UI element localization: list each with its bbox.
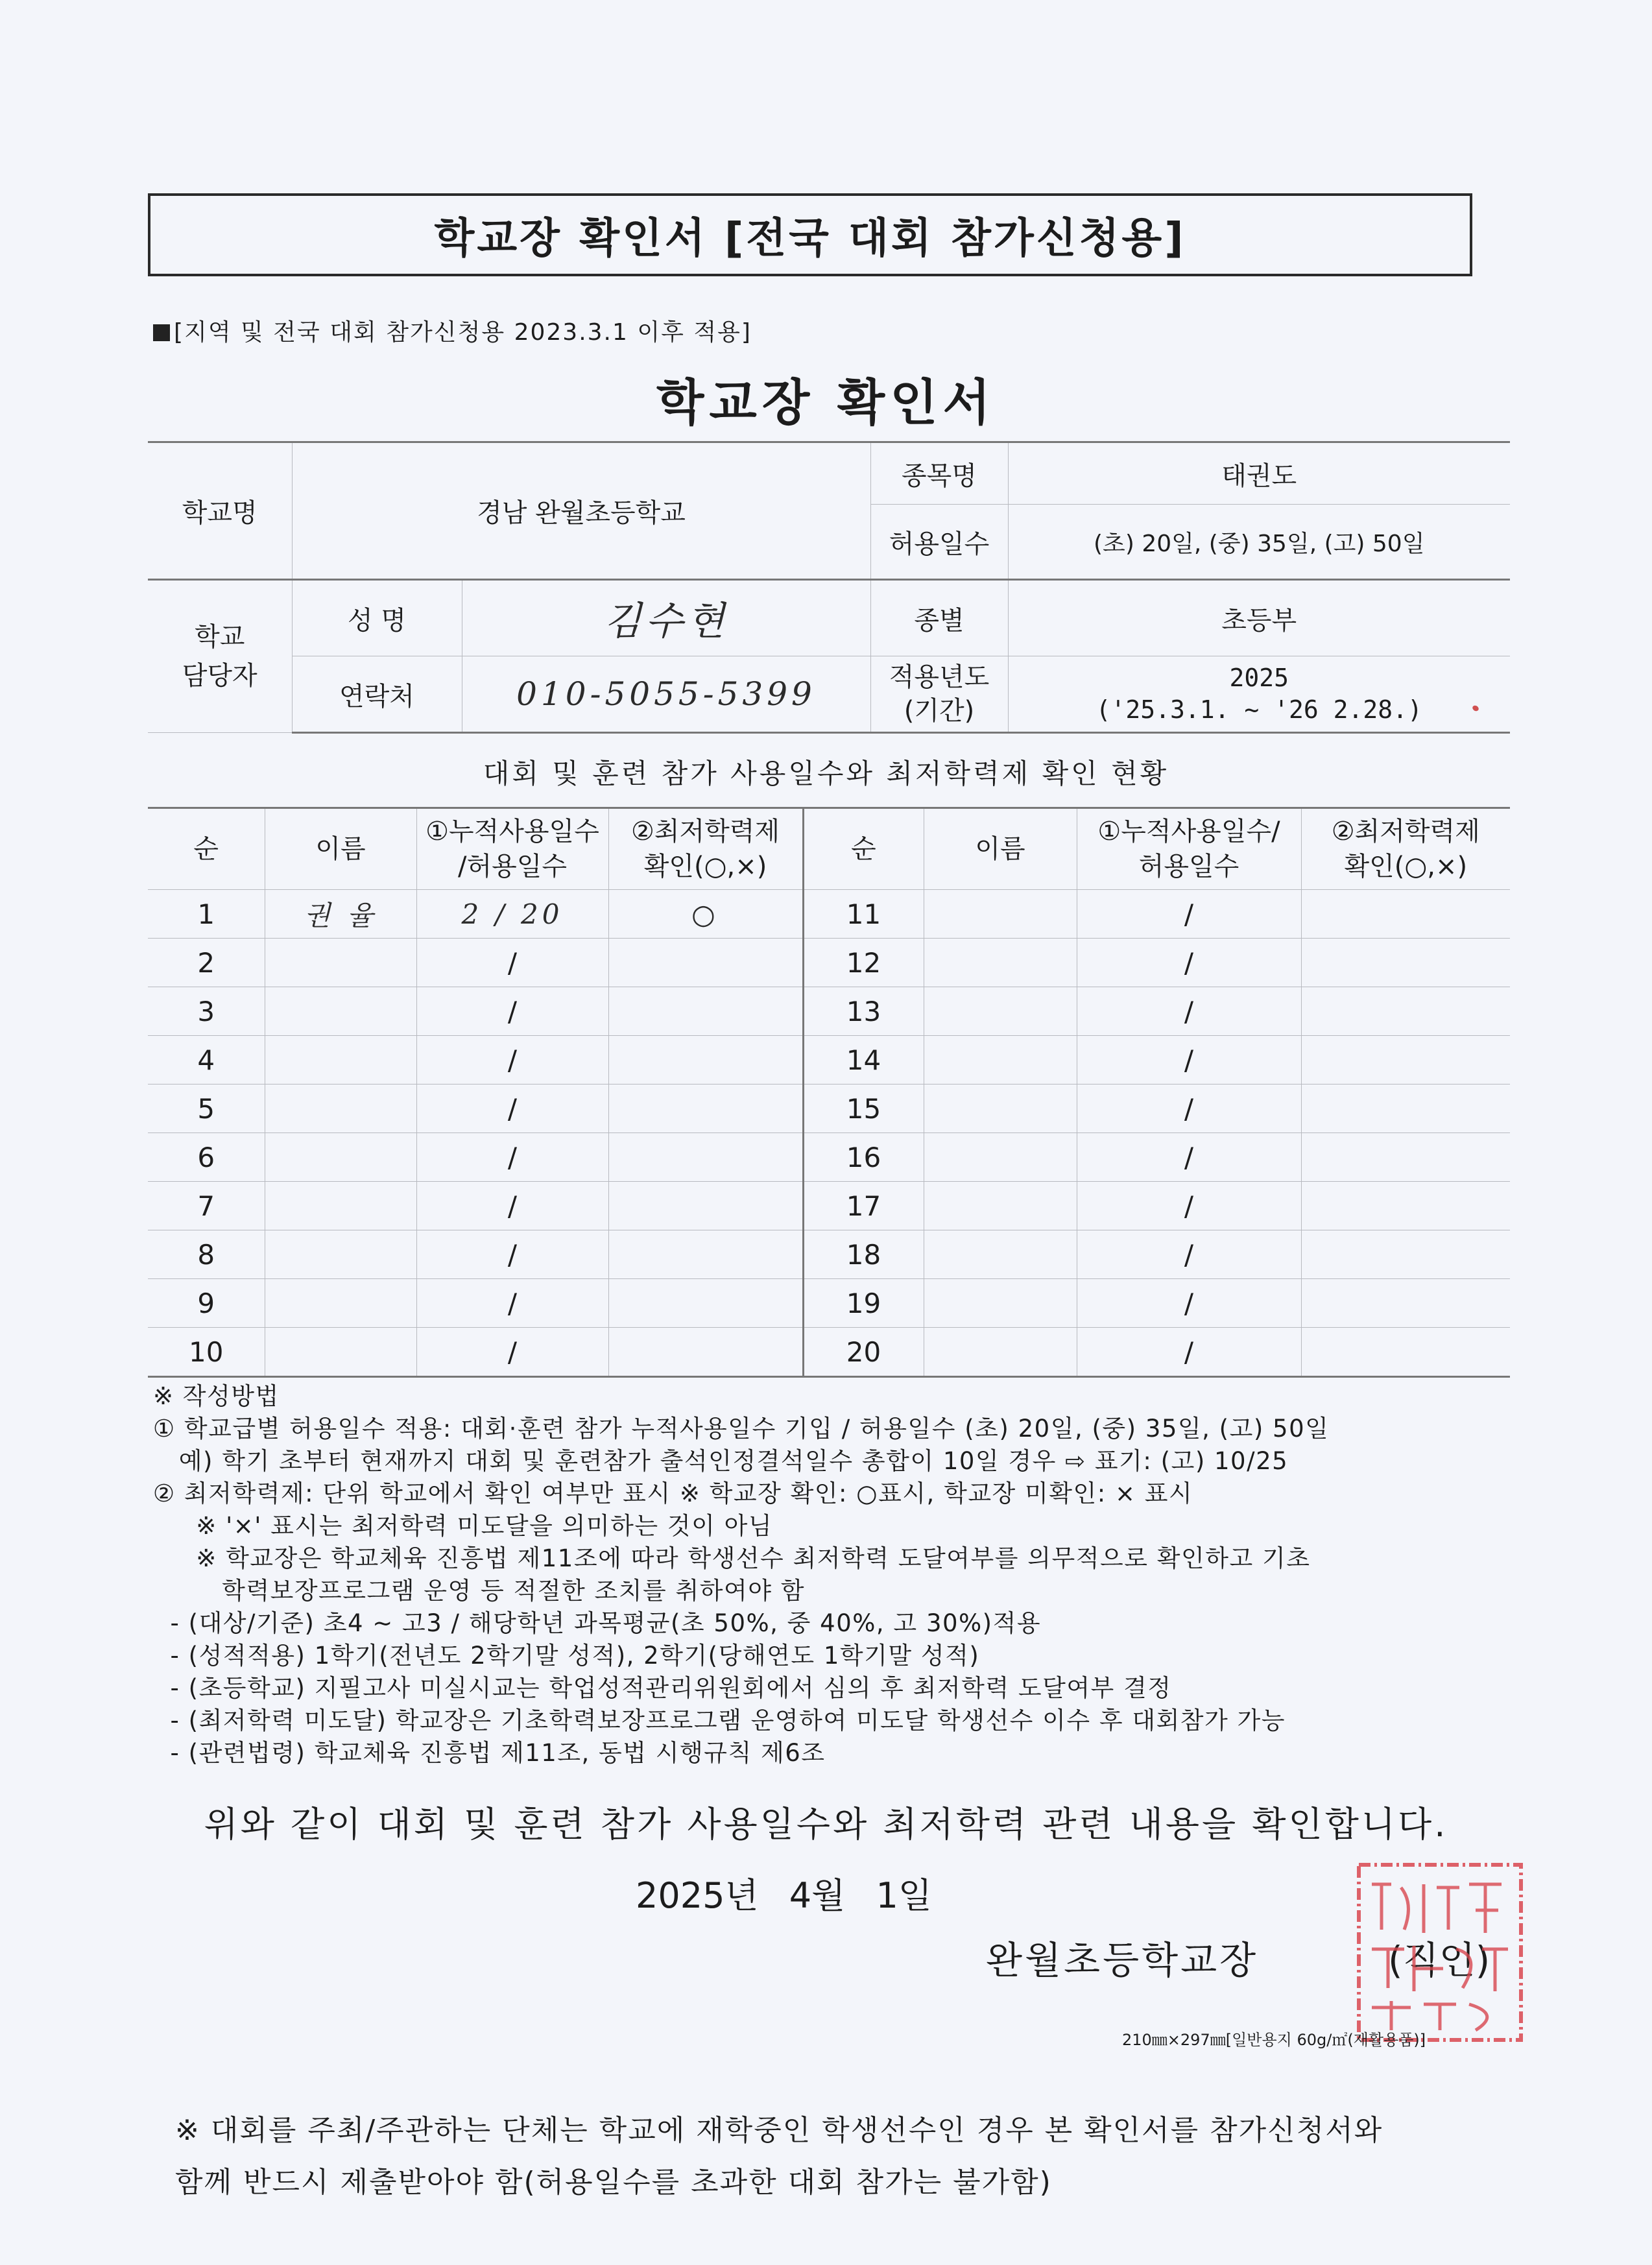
cell-used: /	[416, 939, 608, 987]
section-title: 대회 및 훈련 참가 사용일수와 최저학력제 확인 현황	[483, 758, 1169, 789]
cell-check-right	[1301, 1230, 1510, 1279]
cell-check-right	[1301, 1085, 1510, 1133]
table-row	[148, 1182, 1510, 1230]
cell-name	[265, 1085, 416, 1133]
footer-note	[175, 2105, 1383, 2209]
cell-used-right: /	[1077, 1036, 1301, 1085]
header-used-right	[1077, 808, 1301, 890]
cell-used: /	[416, 1230, 608, 1279]
header-check-right-line1: ②최저학력제	[1331, 817, 1480, 846]
header-check	[608, 808, 803, 890]
cell-no-right: 13	[803, 987, 924, 1036]
cell-no-right: 17	[803, 1182, 924, 1230]
cell-check	[608, 1230, 803, 1279]
cell-used: /	[416, 1279, 608, 1328]
cell-check	[608, 939, 803, 987]
table-row	[148, 1133, 1510, 1182]
cell-no-right: 15	[803, 1085, 924, 1133]
cell-name-right	[924, 987, 1077, 1036]
cell-no-right: 20	[803, 1328, 924, 1377]
table-row	[148, 1328, 1510, 1377]
applicability-note	[153, 314, 752, 347]
cell-no-right: 16	[803, 1133, 924, 1182]
cell-check: ○	[608, 890, 803, 939]
cell-no: 5	[148, 1085, 265, 1133]
header-used-line2: /허용일수	[457, 852, 568, 881]
year-label-line1: 적용년도	[889, 662, 990, 692]
header-check-right	[1301, 808, 1510, 890]
cell-used-right: /	[1077, 1230, 1301, 1279]
instruction-line: - (초등학교) 지필고사 미실시교는 학업성적관리위원회에서 심의 후 최저학력 도달여부 결정	[153, 1674, 1172, 1702]
cell-check	[608, 1085, 803, 1133]
cell-no-right: 12	[803, 939, 924, 987]
cell-name-right	[924, 1279, 1077, 1328]
cell-name: 권 율	[265, 890, 416, 939]
cell-check-right	[1301, 1036, 1510, 1085]
category-label: 종별	[870, 580, 1008, 656]
instruction-line: - (최저학력 미도달) 학교장은 기초학력보장프로그램 운영하여 미도달 학생선수 이수 후 대회참가 가능	[153, 1707, 1286, 1734]
instruction-line: ② 최저학력제: 단위 학교에서 확인 여부만 표시 ※ 학교장 확인: ○표시, 학교장 미확인: × 표시	[153, 1480, 1193, 1507]
cell-name	[265, 1133, 416, 1182]
instruction-line: ① 학교급별 허용일수 적용: 대회·훈련 참가 누적사용일수 기입 / 허용일수 (초) 20일, (중) 35일, (고) 50일	[153, 1415, 1330, 1443]
table-row	[148, 890, 1510, 939]
confirmation-statement: 위와 같이 대회 및 훈련 참가 사용일수와 최저학력 관련 내용을 확인합니다.	[204, 1804, 1448, 1845]
sport-label: 종목명	[870, 442, 1008, 505]
instruction-line: ※ 학교장은 학교체육 진흥법 제11조에 따라 학생선수 최저학력 도달여부를 의무적으로 확인하고 기초	[153, 1544, 1311, 1572]
cell-check-right	[1301, 1328, 1510, 1377]
header-check-line1: ②최저학력제	[630, 817, 780, 846]
instruction-line: - (성적적용) 1학기(전년도 2학기말 성적), 2학기(당해연도 1학기말 성적)	[153, 1642, 980, 1670]
cell-used: 2 / 20	[416, 890, 608, 939]
cell-name	[265, 1036, 416, 1085]
days-label: 허용일수	[870, 505, 1008, 580]
cell-check	[608, 1328, 803, 1377]
instruction-line: - (관련법령) 학교체육 진흥법 제11조, 동법 시행규칙 제6조	[153, 1739, 826, 1767]
cell-check-right	[1301, 1279, 1510, 1328]
table-row	[148, 1230, 1510, 1279]
cell-used-right: /	[1077, 1328, 1301, 1377]
footer-note-line2: 함께 반드시 제출받아야 함(허용일수를 초과한 대회 참가는 불가함)	[175, 2166, 1052, 2199]
cell-name-right	[924, 1085, 1077, 1133]
cell-no: 2	[148, 939, 265, 987]
cell-no: 1	[148, 890, 265, 939]
principal-title: 완월초등학교장	[986, 1938, 1259, 1982]
header-check-right-line2: 확인(○,×)	[1344, 852, 1468, 881]
cell-used: /	[416, 1036, 608, 1085]
year-value	[1008, 656, 1510, 733]
cell-name-right	[924, 1036, 1077, 1085]
table-row	[148, 1085, 1510, 1133]
year-value-line2: ('25.3.1. ~ '26 2.28.)	[1095, 695, 1422, 724]
instruction-line: 학력보장프로그램 운영 등 적절한 조치를 취하여야 함	[153, 1577, 805, 1605]
cell-check-right	[1301, 1182, 1510, 1230]
header-name: 이름	[265, 808, 416, 890]
year-label	[870, 656, 1008, 733]
banner-title: 학교장 확인서 [전국 대회 참가신청용]	[148, 193, 1472, 276]
name-label: 성 명	[292, 580, 462, 656]
contact-value: 010-5055-5399	[462, 656, 870, 733]
footer-note-line1: ※ 대회를 주최/주관하는 단체는 학교에 재학중인 학생선수인 경우 본 확인서를 참가신청서와	[175, 2114, 1383, 2147]
header-used-line1: ①누적사용일수	[425, 817, 599, 846]
cell-used-right: /	[1077, 987, 1301, 1036]
manager-label	[148, 580, 292, 733]
cell-check-right	[1301, 890, 1510, 939]
cell-name-right	[924, 1328, 1077, 1377]
header-name-right: 이름	[924, 808, 1077, 890]
cell-used-right: /	[1077, 1133, 1301, 1182]
cell-used: /	[416, 1182, 608, 1230]
header-used-right-line1: ①누적사용일수/	[1097, 817, 1280, 846]
manager-label-line2: 담당자	[182, 661, 257, 691]
sport-value: 태권도	[1008, 442, 1510, 505]
cell-name-right	[924, 939, 1077, 987]
cell-used-right: /	[1077, 939, 1301, 987]
cell-name-right	[924, 1230, 1077, 1279]
paper-spec: 210㎜×297㎜[일반용지 60g/㎡(재활용품)]	[1122, 2031, 1426, 2049]
instruction-line: 예) 학기 초부터 현재까지 대회 및 훈련참가 출석인정결석일수 총합이 10일 경우 ⇨ 표기: (고) 10/25	[153, 1447, 1289, 1475]
table-row	[148, 987, 1510, 1036]
cell-no: 8	[148, 1230, 265, 1279]
usage-table	[148, 807, 1510, 1378]
school-label: 학교명	[148, 442, 292, 580]
cell-check	[608, 987, 803, 1036]
usage-table-header	[148, 808, 1510, 890]
header-no: 순	[148, 808, 265, 890]
cell-check	[608, 1279, 803, 1328]
year-value-line1: 2025	[1229, 663, 1289, 692]
year-label-line2: (기간)	[904, 696, 975, 726]
cell-no: 6	[148, 1133, 265, 1182]
instruction-line: ※ 작성방법	[153, 1382, 280, 1410]
applicability-text: [지역 및 전국 대회 참가신청용 2023.3.1 이후 적용]	[174, 319, 752, 346]
cell-used: /	[416, 1328, 608, 1377]
instruction-line: ※ '×' 표시는 최저학력 미도달을 의미하는 것이 아님	[153, 1512, 773, 1540]
table-row	[148, 939, 1510, 987]
cell-check-right	[1301, 939, 1510, 987]
cell-used: /	[416, 987, 608, 1036]
cell-used-right: /	[1077, 1085, 1301, 1133]
school-value: 경남 완월초등학교	[292, 442, 870, 580]
cell-check	[608, 1133, 803, 1182]
cell-no-right: 11	[803, 890, 924, 939]
cell-name	[265, 987, 416, 1036]
cell-name	[265, 1230, 416, 1279]
writing-instructions	[153, 1380, 1515, 1769]
cell-check	[608, 1182, 803, 1230]
cell-check-right	[1301, 987, 1510, 1036]
seal-label: (직인)	[1388, 1938, 1490, 1982]
instruction-line: - (대상/기준) 초4 ~ 고3 / 해당학년 과목평균(초 50%, 중 40%, 고 30%)적용	[153, 1609, 1042, 1637]
header-no-right: 순	[803, 808, 924, 890]
info-table	[148, 441, 1510, 734]
cell-name-right	[924, 1182, 1077, 1230]
official-seal-stamp	[1352, 1858, 1527, 2046]
table-row	[148, 1279, 1510, 1328]
cell-name-right	[924, 1133, 1077, 1182]
cell-name	[265, 1279, 416, 1328]
cell-used-right: /	[1077, 1279, 1301, 1328]
cell-name	[265, 1182, 416, 1230]
cell-no: 9	[148, 1279, 265, 1328]
header-check-line2: 확인(○,×)	[643, 852, 767, 881]
cell-no: 3	[148, 987, 265, 1036]
days-value: (초) 20일, (중) 35일, (고) 50일	[1008, 505, 1510, 580]
issue-date: 2025년 4월 1일	[636, 1875, 932, 1916]
header-used-right-line2: 허용일수	[1138, 852, 1239, 881]
cell-no-right: 14	[803, 1036, 924, 1085]
category-value: 초등부	[1008, 580, 1510, 656]
cell-check-right	[1301, 1133, 1510, 1182]
manager-label-line1: 학교	[195, 622, 245, 652]
cell-name-right	[924, 890, 1077, 939]
cell-no: 7	[148, 1182, 265, 1230]
contact-label: 연락처	[292, 656, 462, 733]
cell-no-right: 19	[803, 1279, 924, 1328]
cell-used-right: /	[1077, 890, 1301, 939]
name-value: 김수현	[462, 580, 870, 656]
square-bullet-icon	[153, 324, 170, 341]
cell-used: /	[416, 1133, 608, 1182]
cell-name	[265, 1328, 416, 1377]
cell-no: 10	[148, 1328, 265, 1377]
header-used	[416, 808, 608, 890]
cell-name	[265, 939, 416, 987]
cell-no: 4	[148, 1036, 265, 1085]
table-row	[148, 1036, 1510, 1085]
cell-check	[608, 1036, 803, 1085]
main-title: 학교장 확인서	[656, 374, 996, 431]
cell-used: /	[416, 1085, 608, 1133]
cell-used-right: /	[1077, 1182, 1301, 1230]
cell-no-right: 18	[803, 1230, 924, 1279]
